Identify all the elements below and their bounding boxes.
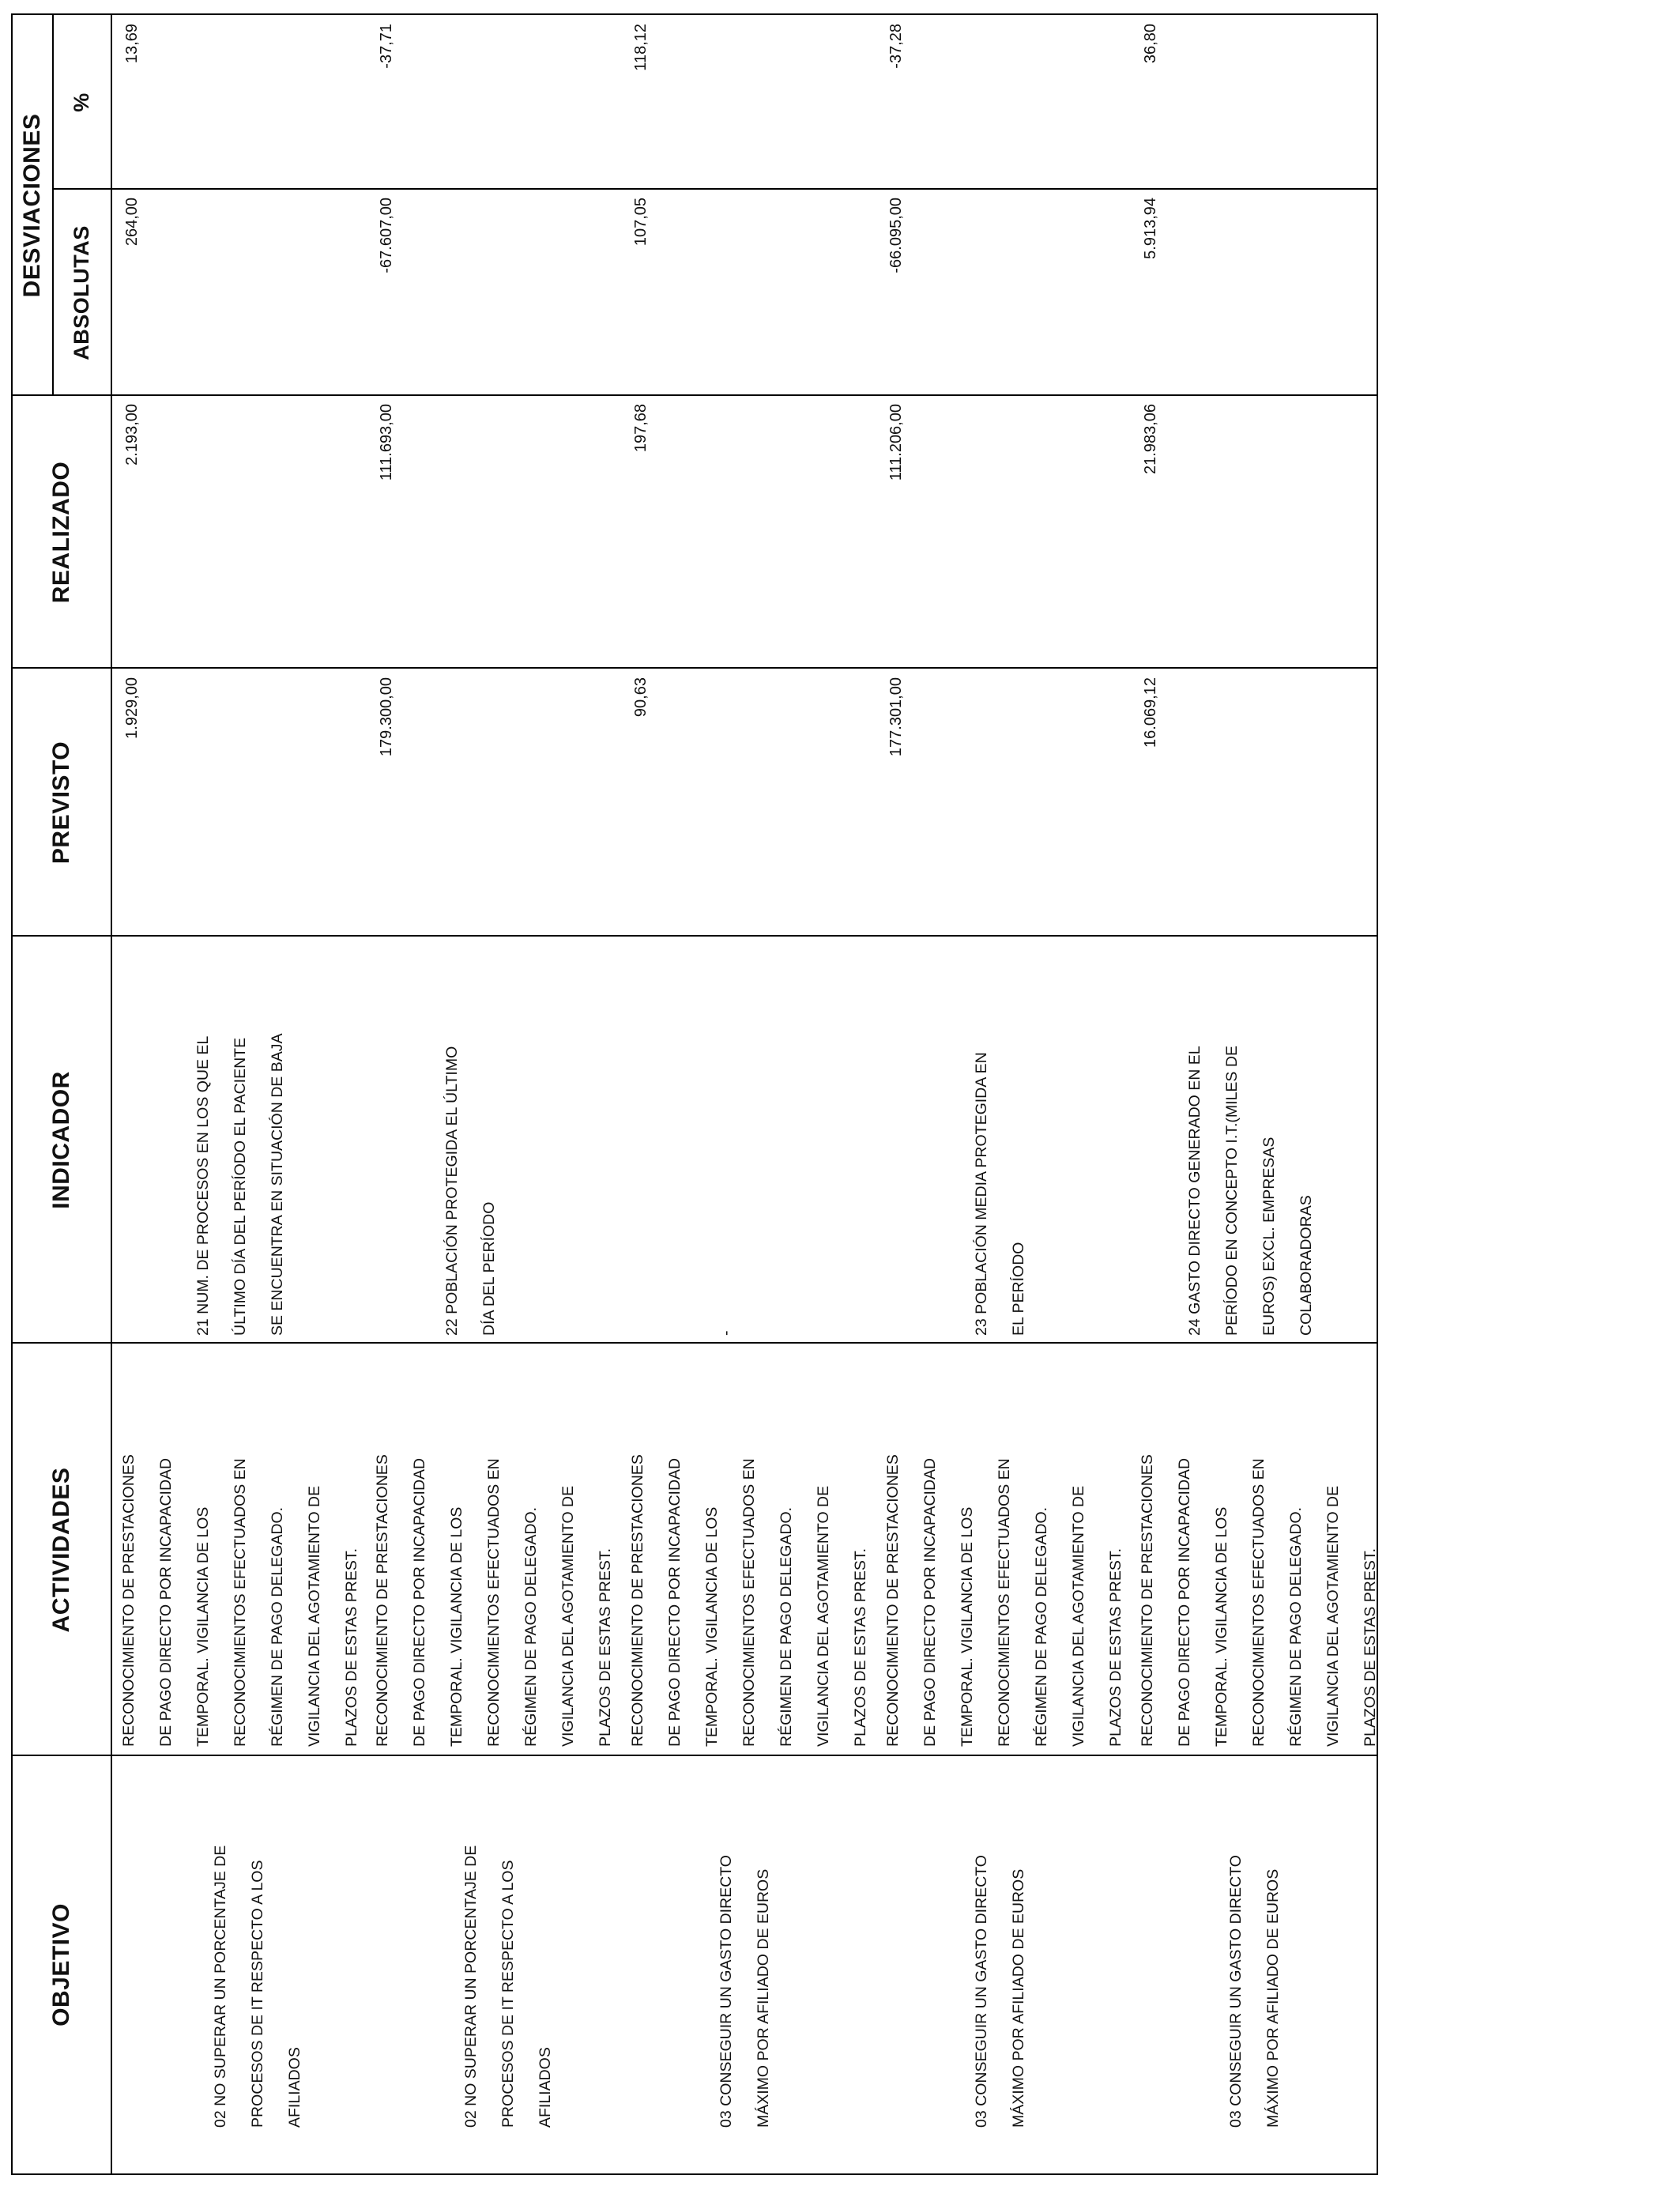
row5-realizado: 21.983,06 (1142, 404, 1159, 474)
row2-realizado: 111.693,00 (378, 404, 395, 481)
row1-objetivo: 02 NO SUPERAR UN PORCENTAJE DE PROCESOS DE IT RESPECTO A LOS AFILIADOS (212, 1845, 303, 2128)
row5-previsto: 16.069,12 (1142, 677, 1159, 748)
row5-absolutas: 5.913,94 (1142, 198, 1159, 259)
row1-porcentaje: 13,69 (123, 24, 141, 64)
header-previsto: PREVISTO (48, 741, 74, 865)
header-realizado: REALIZADO (48, 461, 74, 604)
row3-realizado: 197,68 (632, 404, 650, 453)
row4-actividades: RECONOCIMIENTO DE PRESTACIONES DE PAGO DIRECTO POR INCAPACIDAD TEMPORAL. VIGILANCIA DE LOS RECONOCIMIENTOS EFECTUADOS EN RÉGIMEN DE PAGO DELEGADO. VIGILANCIA DEL AGOTAMIENTO DE PLAZOS DE ESTAS PREST. (884, 1454, 1124, 1747)
row1-realizado: 2.193,00 (123, 404, 141, 466)
row1-actividades: RECONOCIMIENTO DE PRESTACIONES DE PAGO DIRECTO POR INCAPACIDAD TEMPORAL. VIGILANCIA DE LOS RECONOCIMIENTOS EFECTUADOS EN RÉGIMEN DE PAGO DELEGADO. VIGILANCIA DEL AGOTAMIENTO DE PLAZOS DE ESTAS PREST. (120, 1454, 360, 1747)
header-desviaciones: DESVIACIONES (19, 113, 45, 298)
row5-indicador: 24 GASTO DIRECTO GENERADO EN EL PERÍODO EN CONCEPTO I.T.(MILES DE EUROS) EXCL. EMPRESAS COLABORADORAS (1186, 1046, 1315, 1336)
row3-indicador: - (718, 1330, 735, 1336)
row2-absolutas: -67.607,00 (378, 198, 395, 273)
row3-absolutas: 107,05 (632, 198, 650, 247)
row3-objetivo: 03 CONSEGUIR UN GASTO DIRECTO MÁXIMO POR AFILIADO DE EUROS (718, 1855, 772, 2128)
col-divider (13, 1342, 1377, 1344)
header-indicador: INDICADOR (48, 1071, 74, 1209)
row1-previsto: 1.929,00 (123, 677, 141, 739)
row1-indicador: 21 NUM. DE PROCESOS EN LOS QUE EL ÚLTIMO DÍA DEL PERÍODO EL PACIENTE SE ENCUENTRA EN SITUACIÓN DE BAJA (194, 1033, 286, 1336)
header-porcentaje: % (69, 92, 93, 112)
row3-porcentaje: 118,12 (632, 24, 650, 71)
row5-actividades: RECONOCIMIENTO DE PRESTACIONES DE PAGO DIRECTO POR INCAPACIDAD TEMPORAL. VIGILANCIA DE LOS RECONOCIMIENTOS EFECTUADOS EN RÉGIMEN DE PAGO DELEGADO. VIGILANCIA DEL AGOTAMIENTO DE PLAZOS DE ESTAS PREST. (1139, 1454, 1379, 1747)
row4-previsto: 177.301,00 (887, 677, 905, 757)
row2-porcentaje: -37,71 (378, 24, 395, 69)
row2-indicador: 22 POBLACIÓN PROTEGIDA EL ÚLTIMO DÍA DEL PERÍODO (443, 1046, 498, 1336)
row2-actividades: RECONOCIMIENTO DE PRESTACIONES DE PAGO DIRECTO POR INCAPACIDAD TEMPORAL. VIGILANCIA DE LOS RECONOCIMIENTOS EFECTUADOS EN RÉGIMEN DE PAGO DELEGADO. VIGILANCIA DEL AGOTAMIENTO DE PLAZOS DE ESTAS PREST. (374, 1454, 614, 1747)
col-divider (13, 667, 1377, 669)
col-divider (52, 188, 1377, 190)
header-actividades: ACTIVIDADES (48, 1467, 74, 1633)
col-divider (13, 1755, 1377, 1756)
row3-previsto: 90,63 (632, 677, 650, 718)
row4-indicador: 23 POBLACIÓN MEDIA PROTEGIDA EN EL PERÍODO (973, 1052, 1027, 1336)
col-divider (13, 935, 1377, 937)
row5-porcentaje: 36,80 (1142, 24, 1159, 64)
row2-previsto: 179.300,00 (378, 677, 395, 757)
col-divider (13, 394, 1377, 396)
header-objetivo: OBJETIVO (48, 1903, 74, 2026)
row4-objetivo: 03 CONSEGUIR UN GASTO DIRECTO MÁXIMO POR AFILIADO DE EUROS (973, 1855, 1027, 2128)
row3-actividades: RECONOCIMIENTO DE PRESTACIONES DE PAGO DIRECTO POR INCAPACIDAD TEMPORAL. VIGILANCIA DE LOS RECONOCIMIENTOS EFECTUADOS EN RÉGIMEN DE PAGO DELEGADO. VIGILANCIA DEL AGOTAMIENTO DE PLAZOS DE ESTAS PREST. (629, 1454, 869, 1747)
row2-objetivo: 02 NO SUPERAR UN PORCENTAJE DE PROCESOS DE IT RESPECTO A LOS AFILIADOS (462, 1845, 554, 2128)
report-table (11, 13, 1378, 2175)
row4-absolutas: -66.095,00 (887, 198, 905, 273)
row4-porcentaje: -37,28 (887, 24, 905, 69)
row5-objetivo: 03 CONSEGUIR UN GASTO DIRECTO MÁXIMO POR AFILIADO DE EUROS (1227, 1855, 1282, 2128)
row4-realizado: 111.206,00 (887, 404, 905, 481)
row1-absolutas: 264,00 (123, 198, 141, 247)
header-absolutas: ABSOLUTAS (69, 225, 93, 360)
